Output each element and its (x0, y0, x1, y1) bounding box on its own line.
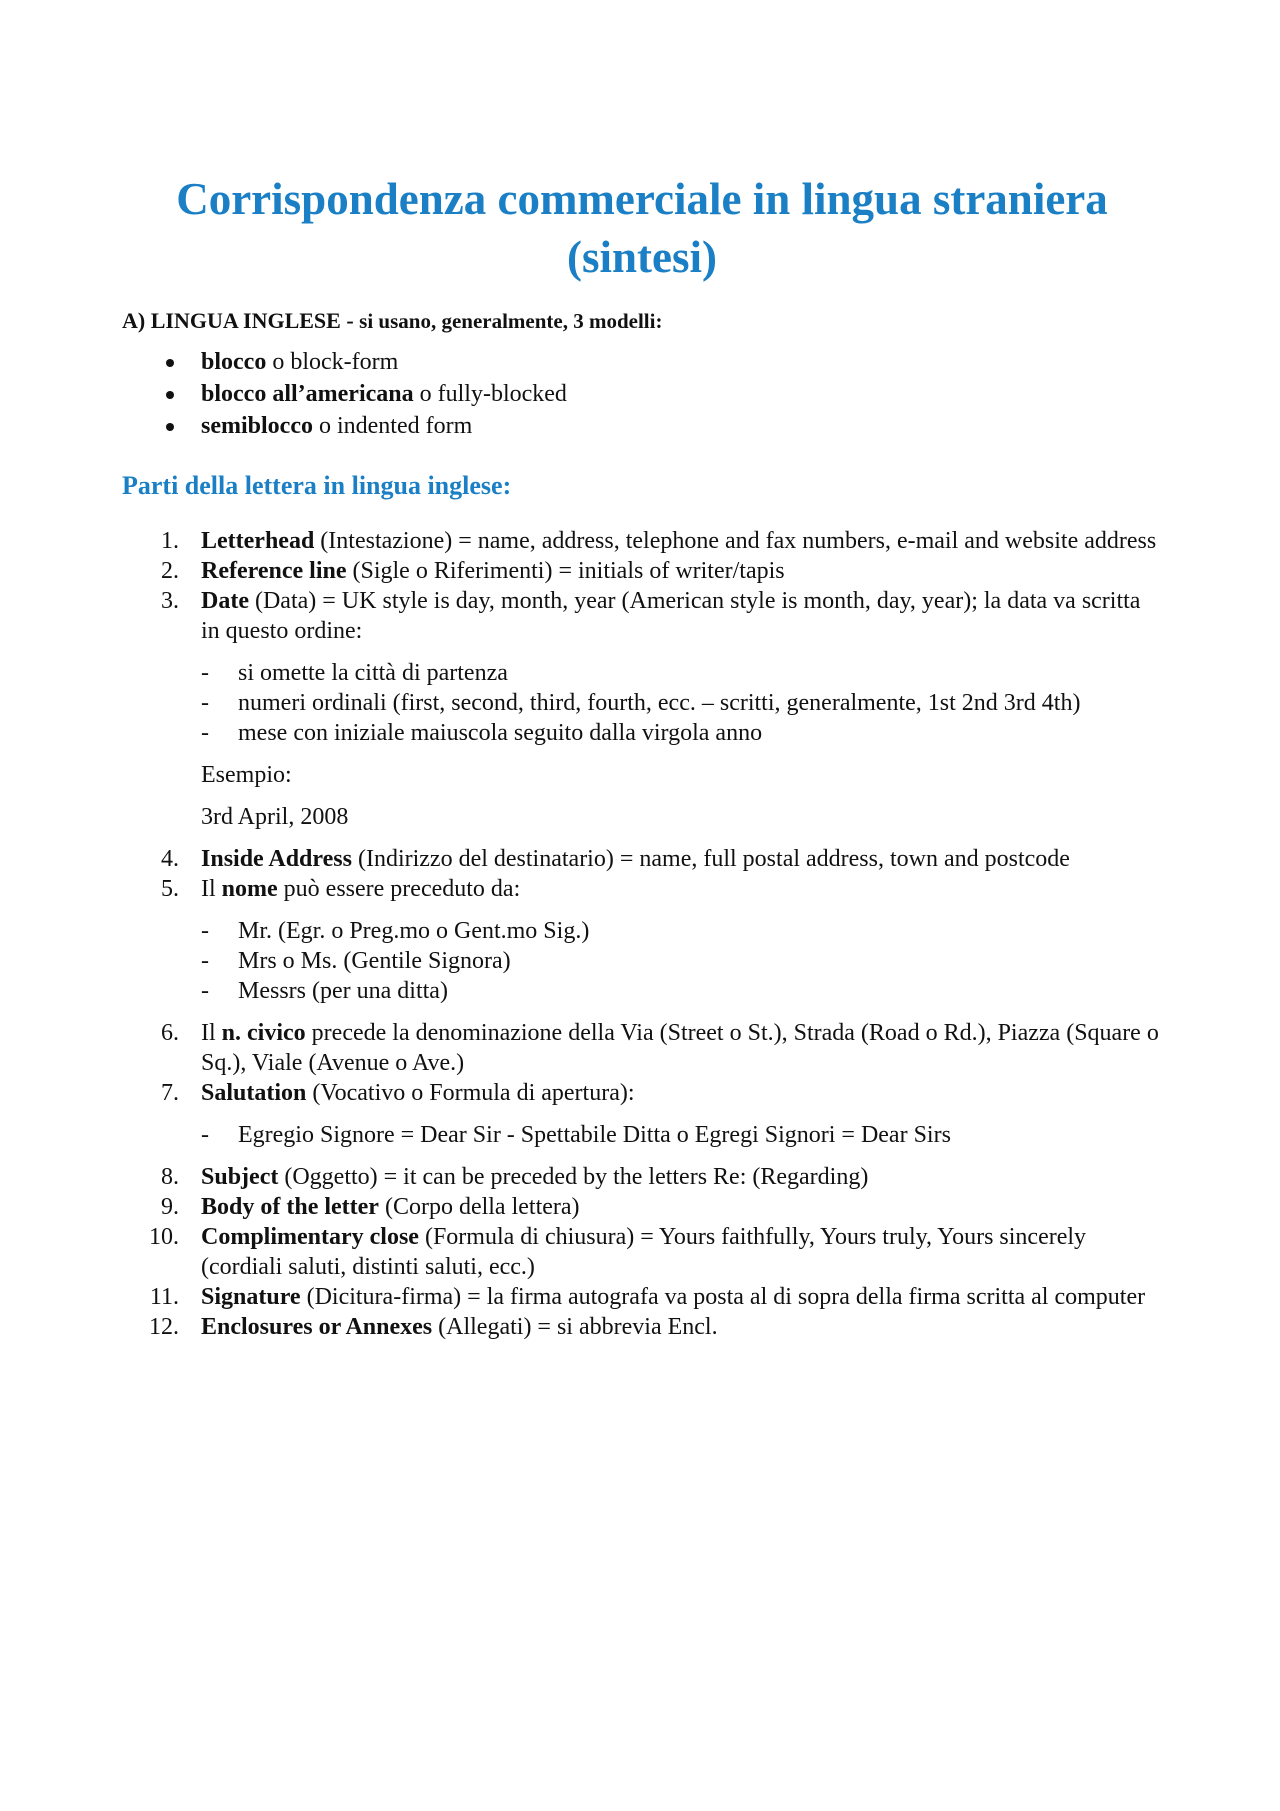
parts-heading: Parti della lettera in lingua inglese: (122, 471, 512, 500)
list-item (122, 1282, 1162, 1312)
item-desc: (Sigle o Riferimenti) = initials of writer/tapis (346, 558, 785, 584)
item-term: Date (201, 588, 249, 614)
list-item (122, 1018, 1162, 1078)
item-desc: può essere preceduto da: (277, 876, 521, 902)
item-number: 12. (149, 1314, 179, 1340)
list-item (122, 1078, 1162, 1150)
item-desc: precede la denominazione della Via (Street o St.), Strada (Road o Rd.), Piazza (Square o Sq.), Viale (Avenue o Ave.) (201, 1020, 1159, 1076)
list-item (122, 1222, 1162, 1282)
item-desc: (Indirizzo del destinatario) = name, full postal address, town and postcode (351, 846, 1070, 872)
list-item (122, 1162, 1162, 1192)
item-term: nome (221, 876, 278, 902)
item-prefix: Il (201, 1020, 222, 1046)
model-desc: o block-form (266, 349, 399, 375)
model-desc: o fully-blocked (413, 381, 567, 407)
list-item (122, 874, 1162, 1006)
item-desc: (Dicitura-firma) = la firma autografa va posta al di sopra della firma scritta al computer (300, 1284, 1146, 1310)
list-item (122, 1192, 1162, 1222)
item-number: 9. (161, 1194, 179, 1220)
list-item (122, 410, 1162, 442)
example-value: 3rd April, 2008 (201, 804, 349, 830)
letter-parts-list (122, 526, 1162, 1342)
model-name: semiblocco (201, 413, 313, 439)
section-a-label: A) LINGUA INGLESE - (122, 308, 360, 333)
item-term: Salutation (201, 1080, 307, 1106)
list-item: - Egregio Signore = Dear Sir - Spettabile Ditta o Egregi Signori = Dear Sirs (201, 1120, 1162, 1150)
section-a-hint: si usano, generalmente, 3 modelli: (359, 309, 663, 333)
date-rules-list (201, 658, 1162, 748)
item-number: 11. (149, 1284, 179, 1310)
item-desc: (Vocativo o Formula di apertura): (306, 1080, 635, 1106)
list-item (122, 346, 1162, 378)
list-item: - si omette la città di partenza (201, 658, 1162, 688)
section-a-heading (122, 306, 1162, 336)
item-desc: (Data) = UK style is day, month, year (American style is month, day, year); la data va scritta in questo ordine: (201, 588, 1141, 644)
item-desc: (Corpo della lettera) (378, 1194, 580, 1220)
item-number: 7. (161, 1080, 179, 1106)
list-item: - Messrs (per una ditta) (201, 976, 1162, 1006)
item-number: 8. (161, 1164, 179, 1190)
model-desc: o indented form (312, 413, 473, 439)
item-number: 10. (149, 1224, 179, 1250)
page-title: Corrispondenza commerciale in lingua straniera (sintesi) (176, 174, 1108, 282)
example-label: Esempio: (201, 762, 292, 788)
list-item (122, 586, 1162, 832)
item-number: 4. (161, 846, 179, 872)
list-item (122, 526, 1162, 556)
list-item: - Mr. (Egr. o Preg.mo o Gent.mo Sig.) (201, 916, 1162, 946)
item-prefix: Il (201, 876, 222, 902)
item-desc: (Formula di chiusura) = Yours faithfully, Yours truly, Yours sincerely (cordiali saluti, distinti saluti, ecc.) (201, 1224, 1087, 1280)
item-term: Reference line (201, 558, 347, 584)
list-item (122, 556, 1162, 586)
model-name: blocco (201, 349, 267, 375)
list-item: - mese con iniziale maiuscola seguito dalla virgola anno (201, 718, 1162, 748)
list-item: - numeri ordinali (first, second, third, fourth, ecc. – scritti, generalmente, 1st 2nd 3rd 4th) (201, 688, 1162, 718)
model-name: blocco all’americana (201, 381, 414, 407)
item-number: 1. (161, 528, 179, 554)
item-desc: (Oggetto) = it can be preceded by the letters Re: (Regarding) (278, 1164, 869, 1190)
item-desc: (Allegati) = si abbrevia Encl. (432, 1314, 718, 1340)
item-term: Body of the letter (201, 1194, 379, 1220)
list-item (122, 1312, 1162, 1342)
item-term: Signature (201, 1284, 301, 1310)
letter-models-list (122, 346, 1162, 442)
document-content (122, 170, 1162, 1342)
salutation-list (201, 1120, 1162, 1150)
list-item: - Mrs o Ms. (Gentile Signora) (201, 946, 1162, 976)
item-number: 2. (161, 558, 179, 584)
item-term: Letterhead (201, 528, 315, 554)
item-number: 6. (161, 1020, 179, 1046)
item-term: Subject (201, 1164, 279, 1190)
item-term: Inside Address (201, 846, 352, 872)
item-desc: (Intestazione) = name, address, telephone and fax numbers, e-mail and website address (314, 528, 1157, 554)
item-number: 3. (161, 588, 179, 614)
item-number: 5. (161, 876, 179, 902)
name-prefix-list (201, 916, 1162, 1006)
list-item (122, 844, 1162, 874)
item-term: n. civico (221, 1020, 306, 1046)
item-term: Enclosures or Annexes (201, 1314, 433, 1340)
item-term: Complimentary close (201, 1224, 419, 1250)
list-item (122, 378, 1162, 410)
